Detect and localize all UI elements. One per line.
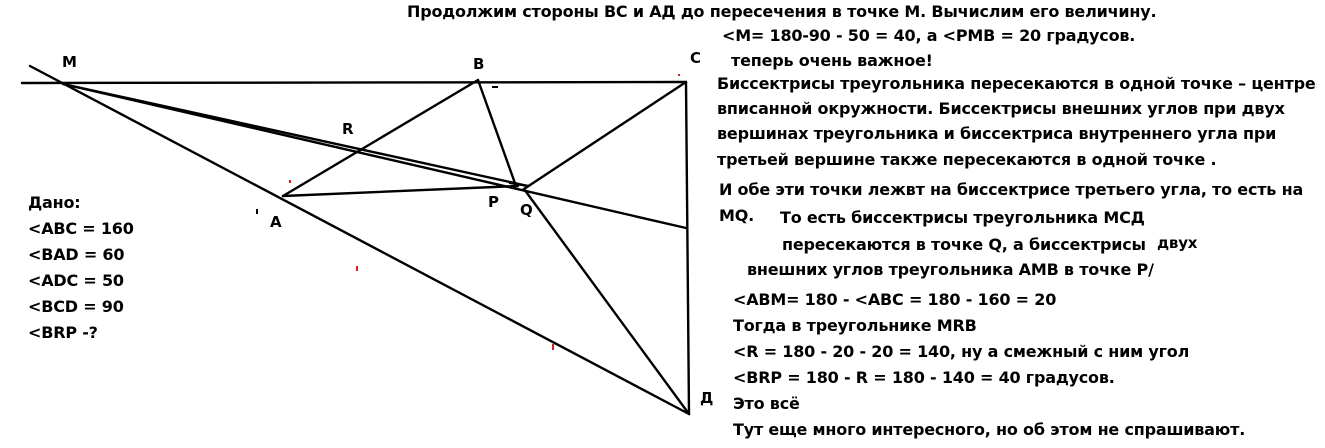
calc-line: Это всё <box>733 394 800 413</box>
point-label-q: Q <box>520 201 533 219</box>
given-title: Дано: <box>28 193 81 212</box>
point-label-m: M <box>62 53 77 71</box>
given-line: <BAD = 60 <box>28 245 125 264</box>
solution-paragraph-line: пересекаются в точке Q, а биссектрисы <box>782 235 1146 254</box>
solution-paragraph-line: вписанной окружности. Биссектрисы внешних углов при двух <box>717 99 1285 118</box>
point-label-d: Д <box>700 389 714 407</box>
stray-mark <box>678 74 680 76</box>
stray-mark <box>492 86 498 88</box>
calc-line: <R = 180 - 20 - 20 = 140, ну а смежный с ним угол <box>733 342 1190 361</box>
solution-paragraph-line: третьей вершине также пересекаются в одной точке . <box>717 150 1217 169</box>
calc-line: Тут еще много интересного, но об этом не спрашивают. <box>733 420 1246 439</box>
calc-line: <BRP = 180 - R = 180 - 140 = 40 градусов. <box>733 368 1115 387</box>
point-label-b: B <box>473 55 485 73</box>
segment-qc <box>524 82 686 189</box>
solution-paragraph-line: MQ. <box>719 206 755 225</box>
given-line: <BCD = 90 <box>28 297 124 316</box>
given-line: <BRP -? <box>28 323 98 342</box>
segment-bp <box>478 80 516 186</box>
point-label-a: A <box>270 213 282 231</box>
solution-important: теперь очень важное! <box>731 51 933 70</box>
line-m-cd <box>63 84 686 231</box>
point-label-c: C <box>690 49 702 67</box>
solution-title: Продолжим стороны ВС и АД до пересечения в точке М. Вычислим его величину. <box>407 2 1157 21</box>
line-mad <box>30 66 689 414</box>
stray-mark <box>289 180 291 183</box>
point-label-p: P <box>488 193 499 211</box>
solution-paragraph-line: вершинах треугольника и биссектриса внутреннего угла при <box>717 124 1277 143</box>
calc-line: <ABM= 180 - <ABC = 180 - 160 = 20 <box>733 290 1057 309</box>
calc-line: Тогда в треугольнике MRB <box>733 316 977 335</box>
solution-paragraph-line: внешних углов треугольника АМВ в точке Р/ <box>747 260 1154 279</box>
point-label-r: R <box>342 120 354 138</box>
stray-mark <box>356 266 358 271</box>
line-mbc <box>22 82 686 83</box>
solution-paragraph-line: И обе эти точки лежвт на биссектрисе третьего угла, то есть на <box>719 180 1304 199</box>
segment-ap <box>283 186 518 196</box>
solution-angle-m: <M= 180-90 - 50 = 40, а <PMB = 20 градусов. <box>722 26 1136 45</box>
solution-paragraph-line: То есть биссектрисы треугольника МСД <box>780 208 1145 227</box>
stray-mark <box>256 209 258 214</box>
side-cd <box>686 82 689 414</box>
given-line: <ADC = 50 <box>28 271 124 290</box>
stray-mark <box>552 344 554 350</box>
solution-paragraph-line: Биссектрисы треугольника пересекаются в одной точке – центре <box>717 74 1316 93</box>
solution-paragraph-line: двух <box>1157 234 1198 252</box>
given-line: <ABC = 160 <box>28 219 134 238</box>
